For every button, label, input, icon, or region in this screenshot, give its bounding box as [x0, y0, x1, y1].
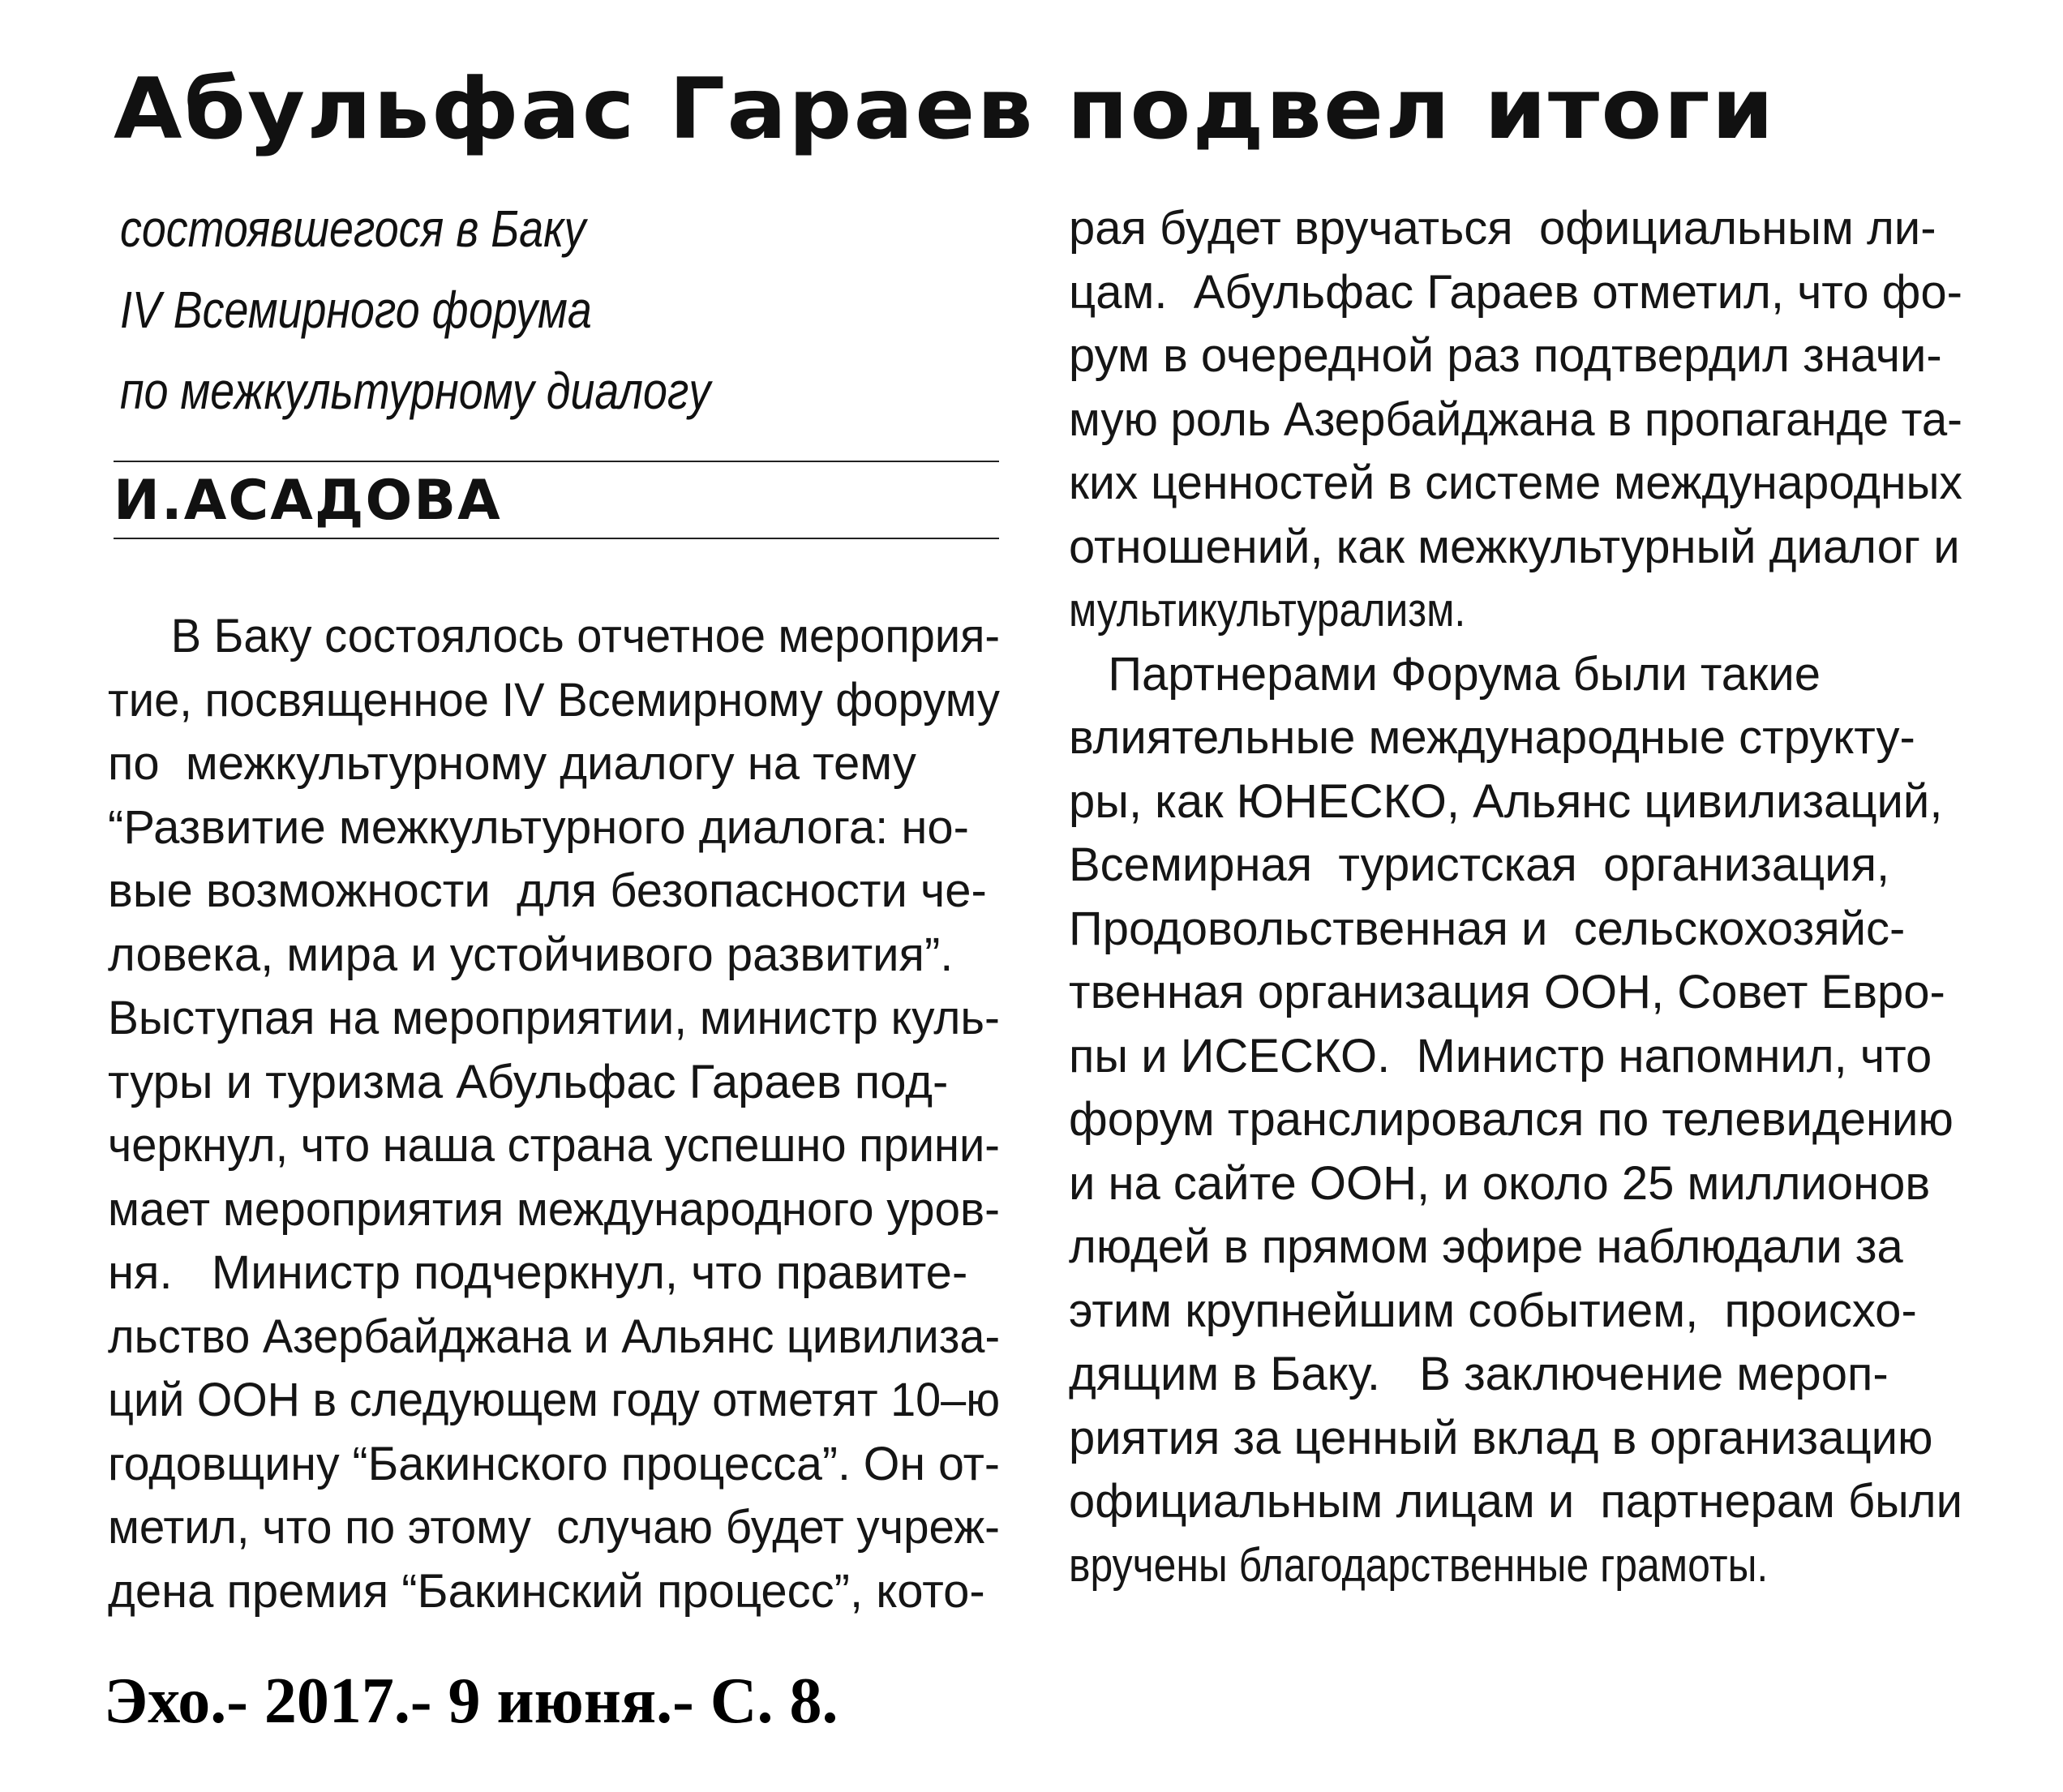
text-line	[1069, 1088, 1962, 1152]
text-line	[1069, 1343, 1962, 1407]
text-line-content: отношений, как межкультурный диалог и	[1069, 520, 1960, 573]
text-line-content: “Развитие межкультурного диалога: но-	[108, 800, 969, 854]
text-line-content: мультикультурализм.	[1069, 584, 1466, 637]
text-line	[108, 1369, 1000, 1433]
text-line	[108, 1241, 1000, 1305]
text-line	[108, 1433, 1000, 1497]
text-line-content: годовщину “Бакинского процесса”. Он от-	[108, 1437, 1001, 1490]
text-line-content: форум транслировался по телевидению	[1069, 1093, 1954, 1146]
text-line-content: тие, посвященное IV Всемирному форуму	[108, 673, 1000, 727]
text-line	[1069, 706, 1962, 770]
text-line	[108, 796, 1000, 860]
text-line-content: и на сайте ООН, и около 25 миллионов	[1069, 1156, 1931, 1210]
text-line-content: черкнул, что наша страна успешно прини-	[108, 1119, 1000, 1172]
text-line	[1069, 261, 1962, 325]
text-line-content: Партнерами Форума были такие	[1069, 647, 1821, 701]
text-line	[108, 1305, 1000, 1370]
text-line	[108, 1496, 1000, 1560]
text-line	[1069, 1025, 1962, 1089]
article-column-left	[108, 605, 1000, 1623]
text-line	[1069, 1280, 1962, 1344]
text-line-content: мую роль Азербайджана в пропаганде та-	[1069, 392, 1962, 446]
text-line-content: влиятельные международные структу-	[1069, 711, 1915, 764]
text-line	[108, 1178, 1000, 1242]
text-line-content: Всемирная туристская организация,	[1069, 838, 1890, 891]
text-line	[1069, 579, 1962, 643]
text-line-content: В Баку состоялось отчетное мероприя-	[108, 610, 1001, 662]
subtitle-line: состоявшегося в Баку	[120, 199, 586, 258]
text-line	[108, 924, 1000, 988]
text-line	[1069, 452, 1962, 516]
text-line-content: рая будет вручаться официальным ли-	[1069, 202, 1936, 255]
text-line-content: по межкультурному диалогу на тему	[108, 737, 916, 790]
article-column-right	[1069, 197, 1962, 1597]
text-line	[1069, 1152, 1962, 1216]
author-byline: И.АСАДОВА	[114, 469, 502, 533]
text-line-content: Продовольственная и сельскохозяйс-	[1069, 902, 1906, 955]
text-line	[108, 860, 1000, 924]
text-line-content: туры и туризма Абульфас Гараев под-	[108, 1055, 949, 1108]
text-line	[108, 1051, 1000, 1115]
text-line-content: риятия за ценный вклад в организацию	[1069, 1411, 1933, 1464]
text-line	[1069, 324, 1962, 388]
text-line-content: ня. Министр подчеркнул, что правите-	[108, 1246, 968, 1299]
text-line-content: цам. Абульфас Гараев отметил, что фо-	[1069, 265, 1962, 319]
text-line-content: ры, как ЮНЕСКО, Альянс цивилизаций,	[1069, 774, 1943, 828]
source-citation: Эхо.- 2017.- 9 июня.- С. 8.	[104, 1666, 838, 1737]
text-line	[1069, 516, 1962, 580]
text-line	[108, 987, 1000, 1051]
text-line-content: мает мероприятия международного уров-	[108, 1182, 1000, 1236]
text-line-content: ловека, мира и устойчивого развития”.	[108, 928, 954, 981]
article-subtitle	[120, 188, 856, 431]
text-line	[1069, 770, 1962, 834]
text-line	[1069, 388, 1962, 452]
text-line-content: пы и ИСЕСКО. Министр напомнил, что	[1069, 1029, 1932, 1082]
text-line	[1069, 197, 1962, 261]
text-line	[1069, 961, 1962, 1025]
text-line	[108, 732, 1000, 796]
text-line-content: льство Азербайджана и Альянс цивилиза-	[108, 1310, 1001, 1363]
author-bottom-rule	[114, 538, 999, 539]
text-line-content: рум в очередной раз подтвердил значи-	[1069, 329, 1942, 382]
text-line-content: ких ценностей в системе международных	[1069, 457, 1962, 509]
text-line	[108, 1560, 1000, 1624]
text-line	[1069, 1470, 1962, 1534]
subtitle-line: IV Всемирного форума	[120, 281, 592, 339]
text-line-content: дящим в Баку. В заключение мероп-	[1069, 1348, 1889, 1400]
text-line	[108, 669, 1000, 733]
subtitle-line: по межкультурному диалогу	[120, 362, 711, 420]
article-headline: Абульфас Гараев подвел итоги	[114, 61, 1776, 158]
text-line	[1069, 1534, 1962, 1598]
text-line-content: дена премия “Бакинский процесс”, кото-	[108, 1564, 985, 1618]
text-line-content: метил, что по этому случаю будет учреж-	[108, 1501, 1000, 1554]
text-line-content: Выступая на мероприятии, министр куль-	[108, 992, 1000, 1044]
text-line	[1069, 1407, 1962, 1471]
text-line-content: этим крупнейшим событием, происхо-	[1069, 1284, 1917, 1337]
author-top-rule	[114, 461, 999, 462]
text-line-content: людей в прямом эфире наблюдали за	[1069, 1220, 1903, 1273]
text-line	[108, 605, 1000, 669]
text-line-content: официальным лицам и партнерам были	[1069, 1475, 1962, 1528]
text-line-content: ций ООН в следующем году отметят 10–ю	[108, 1374, 1001, 1426]
text-line	[1069, 898, 1962, 962]
text-line-content: вручены благодарственные грамоты.	[1069, 1538, 1769, 1592]
text-line	[1069, 1215, 1962, 1280]
text-line	[108, 1114, 1000, 1178]
text-line	[1069, 834, 1962, 898]
text-line-content: твенная организация ООН, Совет Евро-	[1069, 966, 1945, 1018]
text-line-content: вые возможности для безопасности че-	[108, 864, 987, 917]
text-line	[1069, 643, 1962, 707]
